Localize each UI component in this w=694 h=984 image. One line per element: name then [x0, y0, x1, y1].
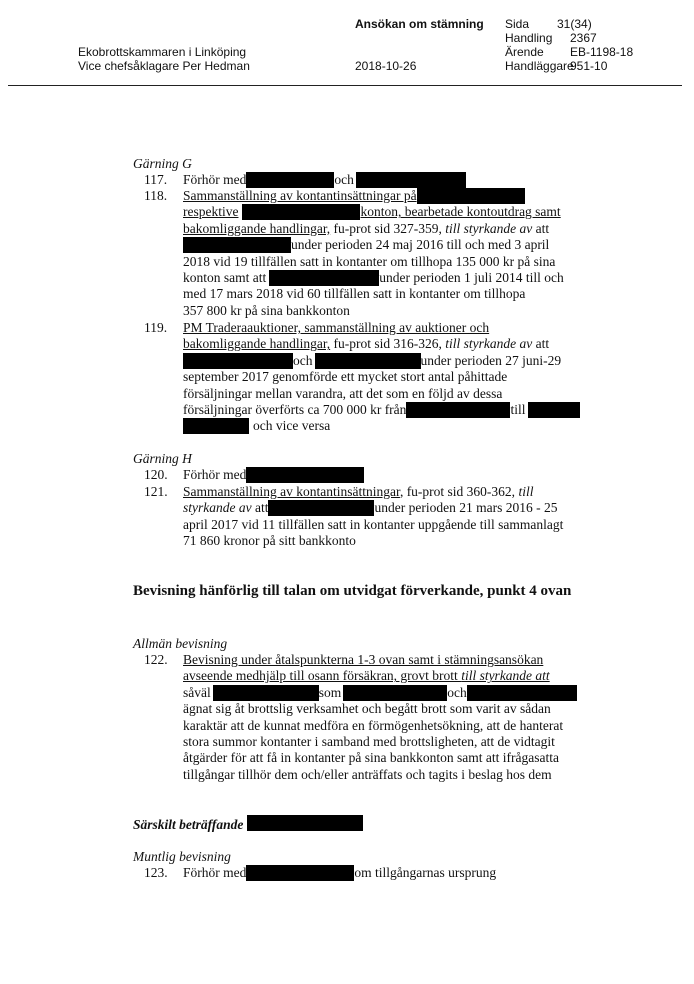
text: Bevisning under åtalspunkterna 1-3 ovan samt i stämningsansökan — [183, 652, 544, 667]
text: Förhör med — [183, 172, 247, 187]
list-item-117 — [144, 172, 604, 189]
arende-value: EB-1198-18 — [570, 45, 634, 59]
section-sarskilt — [133, 815, 363, 833]
text: respektive — [183, 204, 239, 220]
page-number: 31(34) — [557, 17, 592, 31]
handlaggare-value: 951-10 — [570, 59, 608, 73]
arende-label: Ärende — [505, 45, 544, 59]
text: till — [510, 401, 526, 417]
item-number: 118. — [144, 188, 168, 203]
redaction-box — [246, 865, 354, 881]
redaction-box — [242, 204, 360, 220]
list-item-118 — [144, 188, 604, 320]
redaction-box — [467, 685, 577, 701]
item-number: 121. — [144, 484, 168, 499]
text: Förhör med — [183, 865, 247, 880]
redaction-box — [183, 418, 249, 434]
header-divider — [8, 85, 682, 86]
text: och — [447, 684, 467, 700]
text: konton samt att — [183, 269, 267, 285]
org-name: Ekobrottskammaren i Linköping — [78, 45, 247, 59]
section-garning-h: Gärning H — [133, 451, 192, 466]
text: under perioden 24 maj 2016 till och med 3 april — [291, 237, 550, 253]
section-garning-g: Gärning G — [133, 156, 192, 171]
redaction-box — [269, 270, 379, 286]
text: konton, bearbetade kontoutdrag samt — [360, 204, 561, 220]
text: karaktär att de kunnat medföra en förmögenhetsökning, att de hanterat — [183, 717, 564, 733]
item-number: 123. — [144, 865, 168, 880]
item-number: 122. — [144, 652, 168, 667]
text: , fu-prot sid 360-362, — [399, 484, 519, 499]
redaction-box — [246, 467, 364, 483]
text: stora summor kontanter i samband med brottsligheten, att de vidtagit — [183, 733, 555, 749]
text: Särskilt beträffande — [133, 817, 244, 832]
text: fu-prot sid 327-359, — [330, 220, 446, 236]
text: försäljningar mellan varandra, att det som en följd av dessa — [183, 385, 503, 401]
text: och — [334, 172, 354, 187]
text: om tillgångarnas ursprung — [354, 865, 497, 880]
text: september 2017 genomförde ett mycket stort antal påhittade — [183, 369, 508, 385]
document-title: Ansökan om stämning — [355, 17, 484, 31]
list-item-120 — [144, 467, 604, 484]
text: och vice versa — [253, 418, 331, 434]
section-heading-bevisning: Bevisning hänförlig till talan om utvidgat förverkande, punkt 4 ovan — [133, 583, 572, 599]
text: och — [293, 352, 313, 368]
text: åtgärder för att få in kontanter på sina bankkonton samt att ifrågasatta — [183, 750, 559, 766]
redaction-box — [356, 172, 466, 188]
list-item-123 — [144, 865, 604, 882]
text: tillgångar tillhör dem och/eller anträffats och tagits i beslag hos dem — [183, 766, 552, 782]
handling-label: Handling — [505, 31, 553, 45]
text: 2018 vid 19 tillfällen satt in kontanter om tillhopa 135 000 kr på sina — [183, 253, 556, 269]
text: Förhör med — [183, 467, 247, 482]
text: att — [532, 336, 550, 352]
redaction-box — [406, 402, 510, 418]
text: Sammanställning av kontantinsättningar på — [183, 188, 417, 203]
text: att — [251, 500, 269, 516]
redaction-box — [247, 815, 363, 831]
text: till styrkande att — [461, 668, 550, 684]
text: styrkande av — [183, 500, 252, 516]
item-number: 117. — [144, 172, 168, 187]
handling-value: 2367 — [570, 31, 597, 45]
list-item-122 — [144, 652, 604, 784]
text: att — [532, 220, 550, 236]
text: till styrkande av — [445, 220, 533, 236]
text: bakomliggande handlingar, — [183, 220, 331, 236]
redaction-box — [213, 685, 319, 701]
text: bakomliggande handlingar, — [183, 336, 331, 352]
text: april 2017 vid 11 tillfällen satt in kontanter uppgående till sammanlagt — [183, 516, 564, 532]
list-item-119 — [144, 320, 604, 436]
redaction-box — [268, 500, 374, 516]
redaction-box — [315, 353, 421, 369]
text: till styrkande av — [445, 336, 533, 352]
prosecutor-name: Vice chefsåklagare Per Hedman — [78, 59, 250, 73]
text: till — [518, 484, 534, 499]
text: som — [318, 684, 342, 700]
text: fu-prot sid 316-326, — [330, 336, 446, 352]
text: under perioden 27 juni-29 — [420, 352, 562, 368]
text: 71 860 kronor på sitt bankkonto — [183, 533, 356, 549]
text: avseende medhjälp till osann försäkran, grovt brott — [183, 668, 462, 684]
redaction-box — [183, 353, 293, 369]
text: under perioden 1 juli 2014 till och — [379, 269, 564, 285]
redaction-box — [246, 172, 334, 188]
text: under perioden 21 mars 2016 - 25 — [374, 500, 558, 516]
item-number: 120. — [144, 467, 168, 482]
redaction-box — [183, 237, 291, 253]
item-number: 119. — [144, 320, 168, 335]
text: 357 800 kr på sina bankkonton — [183, 302, 350, 318]
section-allman-bevisning: Allmän bevisning — [133, 636, 228, 651]
text: såväl — [183, 684, 211, 700]
text: PM Traderaauktioner, sammanställning av auktioner och — [183, 320, 490, 335]
text: försäljningar överförts ca 700 000 kr från — [183, 401, 407, 417]
document-date: 2018-10-26 — [355, 59, 417, 73]
text: med 17 mars 2018 vid 60 tillfällen satt in kontanter om tillhopa — [183, 286, 526, 302]
section-muntlig-bevisning: Muntlig bevisning — [133, 849, 231, 864]
handlaggare-label: Handläggare — [505, 59, 574, 73]
redaction-box — [417, 188, 525, 204]
list-item-121 — [144, 484, 604, 550]
redaction-box — [343, 685, 447, 701]
text: Sammanställning av kontantinsättningar — [183, 484, 400, 499]
redaction-box — [528, 402, 580, 418]
page-label: Sida — [505, 17, 530, 31]
text: ägnat sig åt brottslig verksamhet och begått brott som varit av sådan — [183, 701, 551, 717]
